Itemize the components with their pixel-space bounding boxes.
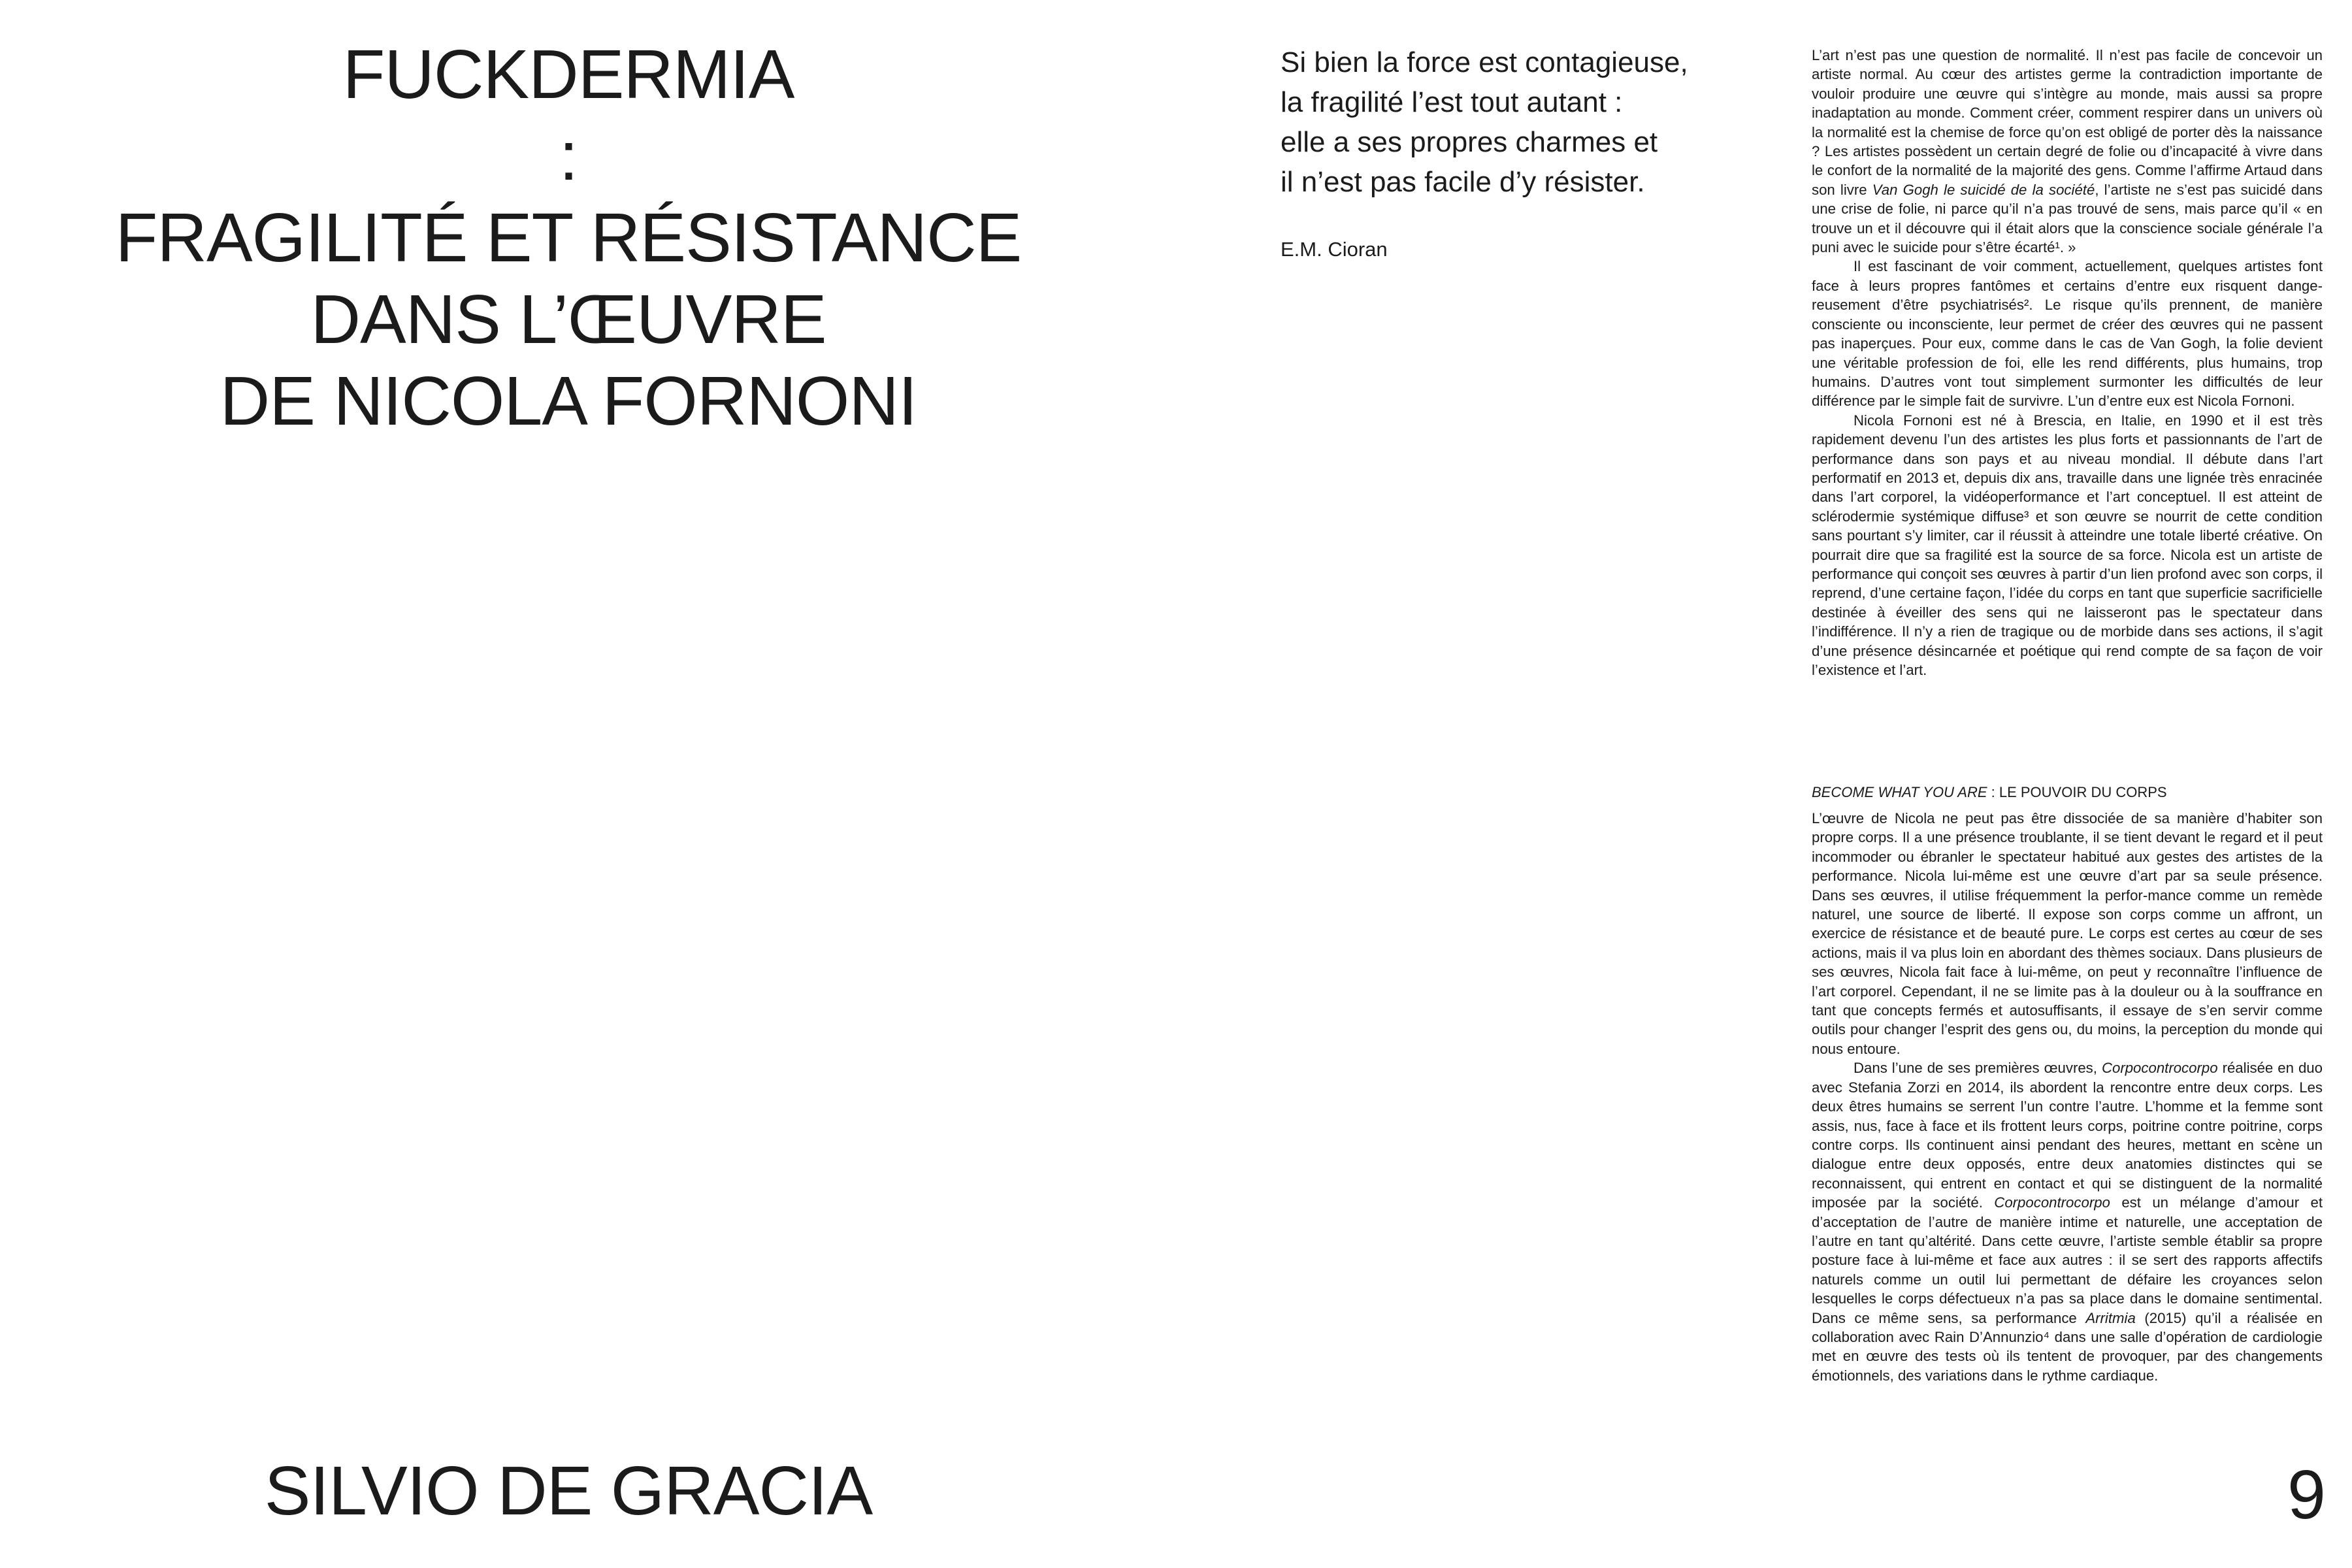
page-number: 9: [2287, 1456, 2326, 1533]
work-title: Arritmia: [2085, 1309, 2136, 1326]
work-title: Corpocontrocorpo: [2101, 1060, 2218, 1077]
work-title: Corpocontrocorpo: [1994, 1194, 2110, 1211]
section-heading-italic: BECOME WHAT YOU ARE: [1812, 784, 1987, 800]
text-run: (2015) qu’il a réalisée en collaboration avec Rain D’Annunzio⁴ dans une salle d’opération de cardiologie met en œuvre des tests où ils tentent de provoquer, par des changements émotionnels, des variations dans le rythme cardiaque.: [1812, 1309, 2323, 1384]
epigraph: [1281, 42, 1803, 202]
title-line: FRAGILITÉ ET RÉSISTANCE: [115, 199, 1022, 276]
epigraph-source: E.M. Cioran: [1281, 238, 1388, 261]
paragraph: [1812, 46, 2323, 257]
epigraph-line: il n’est pas facile d’y résister.: [1281, 166, 1645, 198]
title-line: :: [559, 118, 578, 195]
title-line: DE NICOLA FORNONI: [220, 363, 917, 440]
section-heading: [1812, 783, 2167, 802]
text-run: L’art n’est pas une question de normalité. Il n’est pas facile de concevoir un artiste normal. Au cœur des artistes germe la contradiction importante de vouloir produire une œuvre qui s’intègre au monde, mais aussi sa propre inadaptation au monde. Comment créer, comment respirer dans un univers où la normalité est la chemise de force qu’on est obligé de porter dès la naissance ? Les artistes possèdent un certain degré de folie ou d’incapacité à vivre dans le confort de la normalité de la majorité des gens. Comme l’affirme Artaud dans son livre: [1812, 47, 2323, 198]
section-body: [1812, 809, 2323, 1385]
paragraph: Il est fascinant de voir comment, actuellement, quelques artistes font face à leurs propres fantômes et certains d’entre eux risquent dange-reusement d’être psychiatrisés². Le risque qu’ils prennent, de manière consciente ou inconsciente, leur permet de créer des œuvres qui ne passent pas inaperçues. Pour eux, comme dans le cas de Van Gogh, la folie devient une véritable profession de foi, elle les rend différents, plus humains, trop humains. D’autres vont tout simplement surmonter les difficultés de leur différence par le simple fait de survivre. L’un d’entre eux est Nicola Fornoni.: [1812, 258, 2323, 410]
article-title: [39, 34, 1098, 442]
author-name: SILVIO DE GRACIA: [264, 1452, 873, 1529]
body-text: [1812, 46, 2323, 1384]
text-run: réalisée en duo avec Stefania Zorzi en 2014, ils abordent la rencontre entre deux corps. Les deux êtres humains se serrent l’un contre l’autre. L’homme et la femme sont assis, nus, face à face et ils frottent leurs corps, poitrine contre poitrine, corps contre corps. Ils continuent ainsi pendant des heures, mettant en scène un dialogue entre deux opposés, entre deux anatomies distinctes qui se reconnaissent, qui entrent en contact et qui se distinguent de la normalité imposée par la société.: [1812, 1060, 2323, 1211]
epigraph-line: Si bien la force est contagieuse,: [1281, 46, 1688, 78]
text-run: est un mélange d’amour et d’acceptation de l’autre de manière intime et naturelle, une acceptation de l’autre en tant qu’altérité. Dans cette œuvre, l’artiste semble établir sa propre posture face à lui-même et face aux autres : il se sert des rapports affectifs naturels comme un outil lui permettant de défaire les croyances selon lesquelles le corps défectueux n’a pas sa place dans le domaine sentimental. Dans ce même sens, sa performance: [1812, 1194, 2323, 1326]
title-line: DANS L’ŒUVRE: [310, 281, 826, 358]
paragraph: L’œuvre de Nicola ne peut pas être dissociée de sa manière d’habiter son propre corps. Il a une présence troublante, il se tient devant le regard et il peut incommoder ou ébranler le spectateur habitué aux gestes des artistes de la performance. Nicola lui-même est une œuvre d’art par sa seule présence. Dans ses œuvres, il utilise fréquemment la perfor-mance comme un remède naturel, une source de liberté. Il expose son corps comme un affront, un exercice de résistance et de beauté pure. Le corps est certes au cœur de ses actions, mais il va plus loin en abordant des thèmes sociaux. Dans plusieurs de ses œuvres, Nicola fait face à lui-même, on peut y reconnaître l’influence de l’art corporel. Cependant, il ne se limite pas à la douleur ou à la souffrance en tant que concepts fermés et autosuffisants, il essaye de s’en servir comme outils pour changer l’esprit des gens ou, du moins, la perception du monde qui nous entoure.: [1812, 810, 2323, 1057]
epigraph-line: elle a ses propres charmes et: [1281, 126, 1658, 158]
paragraph: [1812, 1058, 2323, 1385]
paragraph: Nicola Fornoni est né à Brescia, en Italie, en 1990 et il est très rapidement devenu l’un des artistes les plus forts et passionnants de l’art de performance dans son pays et au niveau mondial. Il débute dans l’art performatif en 2013 et, depuis dix ans, travaille dans une lignée très enracinée dans l’art corporel, la vidéoperformance et l’art conceptuel. Il est atteint de sclérodermie systémique diffuse³ et son œuvre se nourrit de cette condition sans pourtant s’y limiter, car il réussit à atteindre une totale liberté créative. On pourrait dire que sa fragilité est la source de sa force. Nicola est un artiste de performance qui conçoit ses œuvres à partir d’un lien profond avec son corps, il reprend, d’une certaine façon, l’idée du corps en tant que superficie sacrificielle destinée à éveiller des sens qui ne laisseront pas le spectateur dans l’indifférence. Il n’y a rien de tragique ou de morbide dans ses actions, il s’agit d’une présence désincarnée et poétique qui rend compte de sa façon de voir l’existence et l’art.: [1812, 412, 2323, 678]
text-run: Dans l’une de ses premières œuvres,: [1854, 1060, 2102, 1077]
book-title: Van Gogh le suicidé de la société: [1872, 181, 2095, 198]
section-heading-text: : LE POUVOIR DU CORPS: [1987, 784, 2167, 800]
text-run: , l’artiste ne s’est pas suicidé dans une crise de folie, ni parce qu’il n’a pas trouvé de sens, mais parce qu’il « en trouve un et il découvre qui il était alors que la conscience sociale générale l’a puni avec le suicide pour s’être écarté¹. »: [1812, 181, 2323, 256]
epigraph-line: la fragilité l’est tout autant :: [1281, 86, 1623, 118]
title-line: FUCKDERMIA: [342, 36, 794, 113]
